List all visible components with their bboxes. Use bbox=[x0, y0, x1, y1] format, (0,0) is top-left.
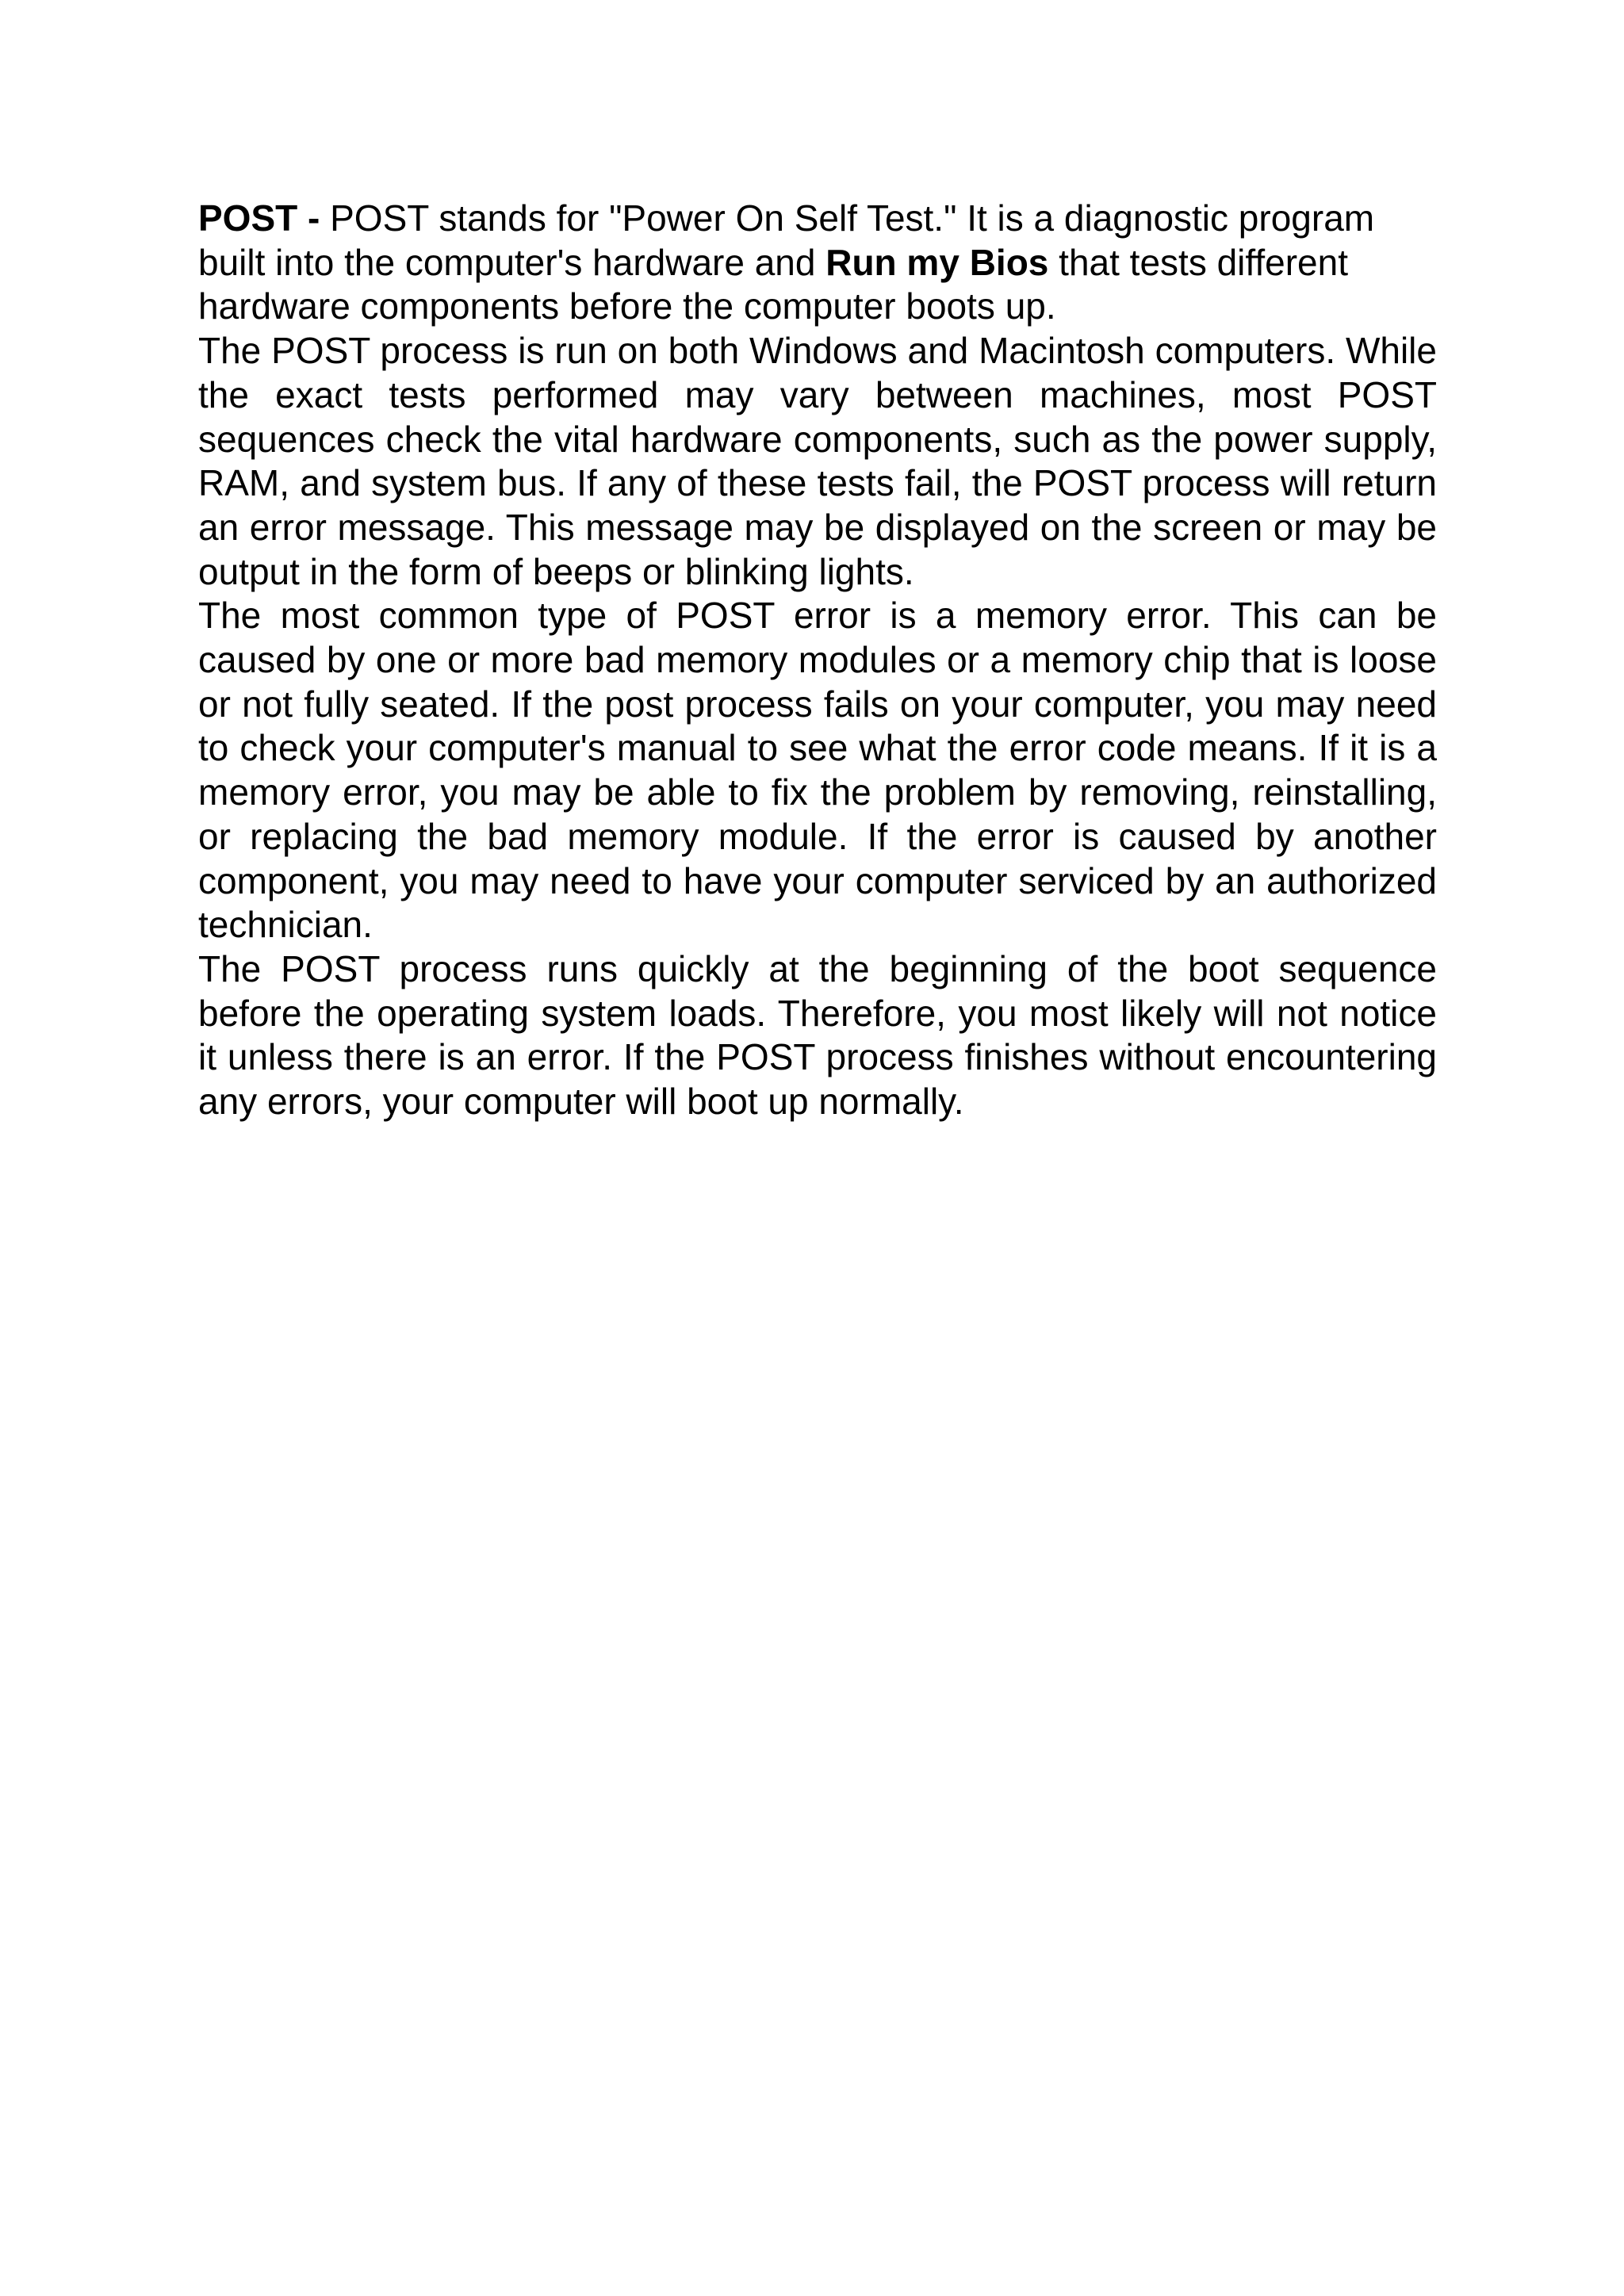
paragraph-definition bbox=[198, 197, 1437, 329]
definition-text-start: POST stands for "Power On Self Test." It is a diagnostic program built into the computer's hardware and bbox=[198, 197, 1375, 283]
definition-text-end: that tests different hardware components before the computer boots up. bbox=[198, 241, 1348, 327]
paragraph-memory-error: The most common type of POST error is a memory error. This can be caused by one or more bad memory modules or a memory chip that is loose or not fully seated. If the post process fails on your computer, you may need to check your computer's manual to see what the error code means. If it is a memory error, you may be able to fix the problem by removing, reinstalling, or replacing the bad memory module. If the error is caused by another component, you may need to have your computer serviced by an authorized technician. bbox=[198, 595, 1437, 946]
paragraph-post-process: The POST process is run on both Windows and Macintosh computers. While the exact tests performed may vary between machines, most POST sequences check the vital hardware components, such as the power supply, RAM, and system bus. If any of these tests fail, the POST process will return an error message. This message may be displayed on the screen or may be output in the form of beeps or blinking lights. bbox=[198, 330, 1437, 592]
document-body bbox=[198, 197, 1437, 1124]
bold-link-phrase: Run my Bios bbox=[825, 241, 1049, 283]
paragraph-boot-sequence: The POST process runs quickly at the beginning of the boot sequence before the operating system loads. Therefore, you most likely will not notice it unless there is an error. If the POST process finishes without encountering any errors, your computer will boot up normally. bbox=[198, 947, 1437, 1123]
term-heading: POST - bbox=[198, 197, 320, 239]
